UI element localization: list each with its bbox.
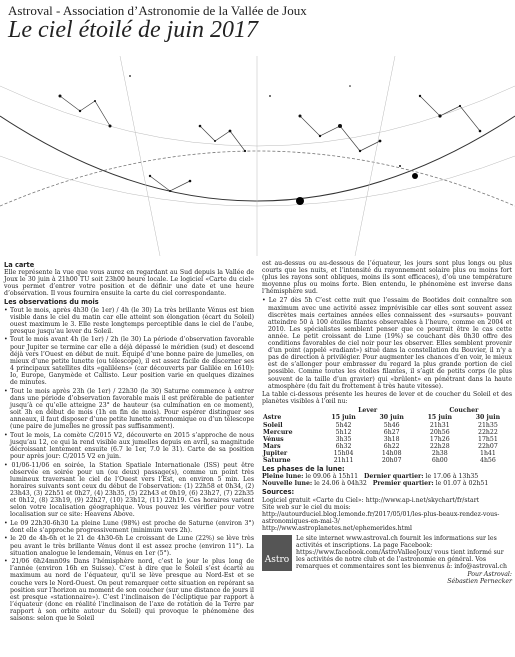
organization-name: Astroval - Association d’Astronomie de la Vallée de Joux xyxy=(8,3,307,18)
list-item: • Le 09 22h30-6h30 La pleine Lune (98%) est proche de Saturne (environ 3°) dont elle s’approche progressivement (minimum vers 2h). xyxy=(4,519,254,534)
column-header: 30 juin xyxy=(475,414,501,422)
time-cell: 20h56 xyxy=(429,428,450,436)
time-cell: 15h04 xyxy=(333,449,354,457)
list-item: • Tout le mois, La comète C/2015 V2, découverte en 2015 s’approche de nous jusqu’au 12, ce qui la rend visible aux jumelles depuis en avril, sa magnitude décroissant lentement ensuite (6.7 le 1er, 7.0 le 31). Carte de sa position pour après jour: C/2015 V2 en juin. xyxy=(4,431,254,460)
column-header: 15 juin xyxy=(331,414,356,422)
time-cell: 6h00 xyxy=(431,457,448,465)
planet-name: Mercure xyxy=(263,428,293,436)
sources-heading: Sources: xyxy=(262,488,295,497)
left-column xyxy=(4,260,254,624)
astroval-logo: Astro xyxy=(262,535,292,571)
list-item: • Tout le mois avant 4h (le 1er) / 2h (le 30) La période d’observation favorable pour Jupiter se termine car elle a déjà dépassé le méridien (sud) et descend déjà vers l’Ouest en début de nuit. Équipé d’une bonne paire de jumelles, on mieux d’une petite lunette (ou télescope), il est assez facile de discerner ses 4 principaux satellites dits «galiléens» (car découverts par Galilée en 1610): Io, Europe, Ganymède et Callisto. Leur position varie en quelques dizaines de minutes. xyxy=(4,336,254,386)
time-cell: 6h32 xyxy=(335,442,352,450)
time-cell: 4h56 xyxy=(480,457,496,465)
signature: Pour Astroval: Sébastien Pernecker xyxy=(447,570,512,586)
list-item: • 01/06-11/06 en soirée, la Station Spatiale Internationale (ISS) peut être observée en soirée pour un (ou deux) passage(s), comme un point très lumineux traversant le ciel de l’Ouest vers l’Est, en environ 5 min. Les horaires suivants sont ceux du début de l’observation: (1) 22h58 et 0h34, (2) 23h43, (3) 22h51 et 0h27, (4) 23h35, (5) 22h43 et 0h19, (6) 23h27, (7) 22h35 et 0h12, (8) 23h19, (9) 22h27, (10) 23h12, (11) 22h19. Ces horaires varient selon votre localisation géographique. Vous pouvez les vérifier pour votre localisation sur ce site: Heavens Above. xyxy=(4,461,254,519)
time-cell: 2h38 xyxy=(431,449,448,457)
table-row xyxy=(262,450,512,457)
table-intro: La table ci-dessous présente les heures de lever et de coucher du Soleil et des planètes visibles à l’œil nu: xyxy=(262,391,512,406)
time-cell: 17h26 xyxy=(429,435,450,443)
observations-heading: Les observations du mois xyxy=(4,298,99,307)
time-cell: 3h35 xyxy=(335,435,352,443)
page-title: Le ciel étoilé de juin 2017 xyxy=(8,17,258,43)
planet-name: Soleil xyxy=(263,421,283,429)
planet-name: Saturne xyxy=(263,457,291,465)
sky-map xyxy=(0,56,515,256)
table-row xyxy=(262,436,512,443)
time-cell: 21h35 xyxy=(478,421,498,429)
time-cell: 5h42 xyxy=(335,421,352,429)
time-cell: 21h31 xyxy=(429,421,450,429)
column-header: 30 juin xyxy=(379,414,404,422)
planet-name: Vénus xyxy=(263,435,284,443)
planet-name: Mars xyxy=(263,442,281,450)
time-cell: 22h28 xyxy=(429,442,450,450)
time-cell: 22h07 xyxy=(478,442,498,450)
phases-heading: Les phases de la lune: xyxy=(262,465,345,474)
list-item: • Tout le mois après 23h (le 1er) / 22h30 (le 30) Saturne commence à entrer dans une période d’observation favorable mais il est préférable de patienter jusqu’à ce qu’elle atteigne 23° de hauteur (sa culmination en ce moment), soit 3h en début de mois (1h en fin de mois). Pour espérer distinguer ses anneaux, il faut disposer d’une petite lunette astronomique ou d’un télescope (une paire de jumelles ne grossit pas suffisamment). xyxy=(4,387,254,431)
lever-header: Lever xyxy=(358,407,378,415)
page-header xyxy=(8,3,508,44)
source-line[interactable]: http://www.astroplanetes.net/ephemerides.html xyxy=(262,524,412,532)
time-cell: 5h12 xyxy=(335,428,352,436)
planet-name: Jupiter xyxy=(263,449,288,457)
continuation-text: est au-dessus ou au-dessous de l’équateur, les jours sont plus longs ou plus courts que les nuits, et l’intensité du rayonnement solaire plus ou moins fort (plus les rayons sont obliques, moins ils sont efficaces), d’où une température moyenne plus ou moins forte. Bien entendu, le phénomène est inverse dans l’hémisphère sud. xyxy=(262,260,512,296)
phase-row: Pleine lune: le 09.06 à 15h11 Dernier quartier: le 17.06 à 13h35 xyxy=(262,473,479,481)
time-cell: 1h41 xyxy=(480,449,496,457)
time-cell: 3h18 xyxy=(383,435,400,443)
table-row xyxy=(262,457,512,464)
coucher-header: Coucher xyxy=(449,407,479,415)
table-row xyxy=(262,443,512,450)
carte-text: Elle représente la vue que vous aurez en regardant au Sud depuis la Vallée de Joux le 30 juin à 21h00 TU soit 23h00 heure locale. Le logiciel «Carte du ciel» vous permet d’entrer votre position et de définir une date et une heure d’observation. Il vous fournira ensuite la carte du ciel correspondante. xyxy=(4,269,254,298)
table-row xyxy=(262,429,512,436)
rise-set-table xyxy=(262,407,512,464)
time-cell: 17h51 xyxy=(478,435,498,443)
column-header: 15 juin xyxy=(427,414,452,422)
source-line[interactable]: Logiciel gratuit «Carte du Ciel»: http://www.ap-i.net/skychart/fr/start xyxy=(262,496,480,504)
phase-row: Nouvelle lune: le 24.06 à 04h32 Premier quartier: le 01.07 à 02h51 xyxy=(262,480,489,488)
time-cell: 22h22 xyxy=(478,428,498,436)
list-item: • Tout le mois, après 4h30 (le 1er) / 4h (le 30) La très brillante Vénus est bien visible dans le ciel du matin car elle atteint son élongation (écart du Soleil) ouest maximum le 3. Elle reste longtemps perceptible dans le ciel de l’aube, presque jusqu’au lever du Soleil. xyxy=(4,306,254,335)
list-item: • Le 27 dès 5h C’est cette nuit que l’essaim de Bootides doit connaître son maximum avec une activité assez imprévisible car elles sont souvent assez discrètes mais certaines années elles connaissent des «sursauts» pouvant atteindre 50 à 100 étoiles filantes observables à l’heure, comme en 2004 et 2010. Les spécialistes semblent penser que ce pourrait être le cas cette année. Le petit croissant de Lune (19%) se couchant dès 0h30 offre des conditions favorables de ciel noir pour les observer. Elles semblent provenir d’un point (appelé «radiant») situé dans la constellation du Bouvier, il n’y a pas de direction à privilégier. Pour augmenter les chances d’en voir, le mieux est de s’allonger pour embrasser du regard la plus grande portion de ciel possible. Comme toutes les étoiles filantes, il s’agit de petits corps (le plus souvent de la taille d’un gravier) qui «brûlent» en pénétrant dans la haute atmosphère (du fait du frottement à très haute vitesse). xyxy=(262,297,512,390)
time-cell: 6h27 xyxy=(383,428,400,436)
right-column xyxy=(262,260,512,585)
source-line[interactable]: Site web sur le ciel du mois: http://autourduciel.blog.lemonde.fr/2017/05/01/les-plus-beaux-rendez-vous-astronomiques-en-mai-3/ xyxy=(262,503,500,525)
time-cell: 20h07 xyxy=(381,457,402,465)
time-cell: 5h46 xyxy=(383,421,400,429)
time-cell: 6h22 xyxy=(383,442,400,450)
footer-text: Le site internet www.astroval.ch fournit les informations sur les activités et inscriptions. La page Facebook: https://www.facebook.com/AstroValleeJoux/ vous tient informé sur les activités de notre club et de l’astronomie en général. Vos remarques et commentaires sont les bienvenus à: info@astroval.ch xyxy=(296,534,507,571)
list-item: • le 20 de 4h-6h et le 21 de 4h30-6h Le croissant de Lune (22%) se lève très peu avant le très brillante Vénus dont il est assez proche (environ 11°). La situation analogue le lendemain, Vénus en 1er (5°). xyxy=(4,535,254,557)
time-cell: 21h11 xyxy=(333,457,354,465)
time-cell: 14h08 xyxy=(381,449,402,457)
column-header: Astre xyxy=(263,414,282,422)
table-row xyxy=(262,422,512,429)
list-item: • 21/06 6h24mn09s Dans l’hémisphère nord, c’est le jour le plus long de l’année (environ 16h en Suisse). C’est à dire que le Soleil s’est écarté au maximum au nord de l’équateur, qu’il se lève presque au Nord-Est et se couche vers le Nord-Ouest. On peut remarquer cette situation en repérant sa position sur l’horizon au moment de son coucher (sur une distance de jours il est presque «stationnaire»). C’est l’inclinaison de l’écliptique par rapport à l’équateur (donc en réalité l’inclinaison de l’axe de rotation de la Terre par rapport à son orbite autour du Soleil) qui provoque le phénomène des saisons: selon que le Soleil xyxy=(4,558,254,622)
footer-block xyxy=(262,535,512,571)
carte-heading: La carte xyxy=(4,261,35,269)
